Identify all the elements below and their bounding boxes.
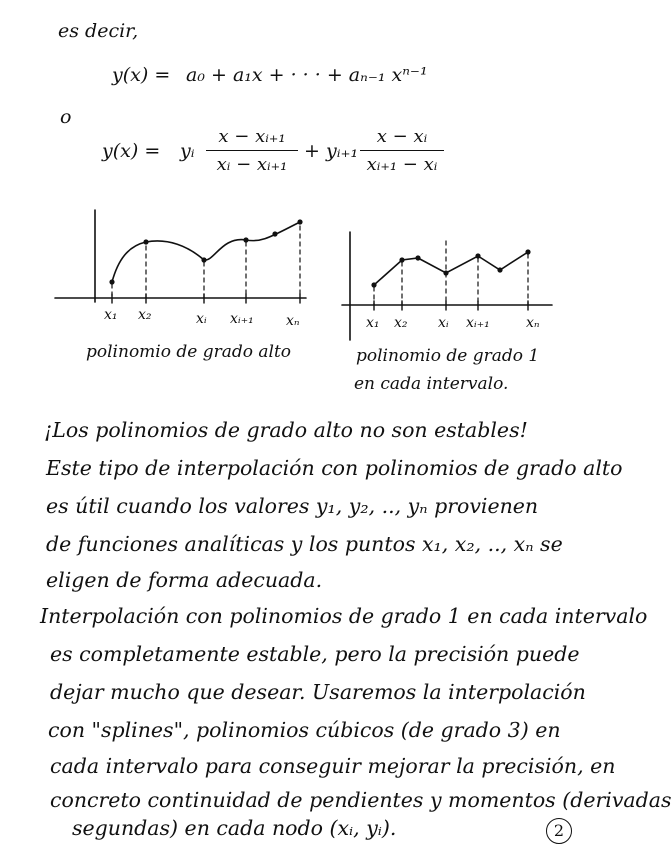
left-graph-label-xn: xₙ xyxy=(286,313,300,329)
fraction-2-numerator: x − xᵢ xyxy=(376,126,428,147)
left-graph-data-points xyxy=(109,219,302,284)
equation-2-lhs: y(x) = xyxy=(102,140,161,162)
body-line-6: Interpolación con polinomios de grado 1 en cada intervalo xyxy=(40,604,648,628)
left-graph-high-degree-curve xyxy=(112,222,300,282)
body-line-2: Este tipo de interpolación con polinomios de grado alto xyxy=(46,456,623,480)
body-line-7: es completamente estable, pero la precisión puede xyxy=(50,642,580,666)
left-graph xyxy=(55,210,306,303)
right-graph-label-xi: xᵢ xyxy=(438,315,449,331)
left-graph-label-xi1: xᵢ₊₁ xyxy=(230,311,254,327)
intro-text: es decir, xyxy=(58,20,139,42)
right-graph-guides xyxy=(374,241,528,305)
right-graph-label-xi1: xᵢ₊₁ xyxy=(466,315,490,331)
fraction-1-denominator: xᵢ − xᵢ₊₁ xyxy=(206,150,298,175)
left-graph-label-x2: x₂ xyxy=(138,307,152,323)
right-graph-caption-line-1: polinomio de grado 1 xyxy=(356,346,540,366)
body-line-11: concreto continuidad de pendientes y momentos (derivadas xyxy=(50,788,672,812)
or-text: o xyxy=(60,106,72,128)
body-line-5: eligen de forma adecuada. xyxy=(46,568,323,592)
body-line-4: de funciones analíticas y los puntos x₁, x₂, .., xₙ se xyxy=(46,532,563,556)
body-line-10: cada intervalo para conseguir mejorar la precisión, en xyxy=(50,754,616,778)
fraction-1-numerator: x − xᵢ₊₁ xyxy=(218,126,286,147)
right-graph-label-x1: x₁ xyxy=(366,315,380,331)
right-graph-data-points xyxy=(371,249,530,287)
right-graph-caption-line-2: en cada intervalo. xyxy=(354,374,509,394)
right-graph-piecewise-linear xyxy=(374,252,528,285)
equation-1-lhs: y(x) = xyxy=(112,64,171,86)
equation-1-rhs: a₀ + a₁x + · · · + aₙ₋₁ xⁿ⁻¹ xyxy=(186,64,428,86)
body-line-3: es útil cuando los valores y₁, y₂, .., yₙ provienen xyxy=(46,494,539,518)
right-graph-label-x2: x₂ xyxy=(394,315,408,331)
equation-2-plus-y: + yᵢ₊₁ xyxy=(304,140,359,162)
equation-2-yi: yᵢ xyxy=(180,140,195,162)
body-line-1: ¡Los polinomios de grado alto no son estables! xyxy=(44,418,528,442)
fraction-2-denominator: xᵢ₊₁ − xᵢ xyxy=(360,150,444,175)
left-graph-caption: polinomio de grado alto xyxy=(86,342,292,362)
body-line-9: con "splines", polinomios cúbicos (de grado 3) en xyxy=(48,718,561,742)
page-number: 2 xyxy=(546,818,572,844)
right-graph-label-xn: xₙ xyxy=(526,315,540,331)
left-graph-label-xi: xᵢ xyxy=(196,311,207,327)
left-graph-label-x1: x₁ xyxy=(104,307,118,323)
body-line-12: segundas) en cada nodo (xᵢ, yᵢ). xyxy=(72,816,397,840)
body-line-8: dejar mucho que desear. Usaremos la interpolación xyxy=(50,680,586,704)
